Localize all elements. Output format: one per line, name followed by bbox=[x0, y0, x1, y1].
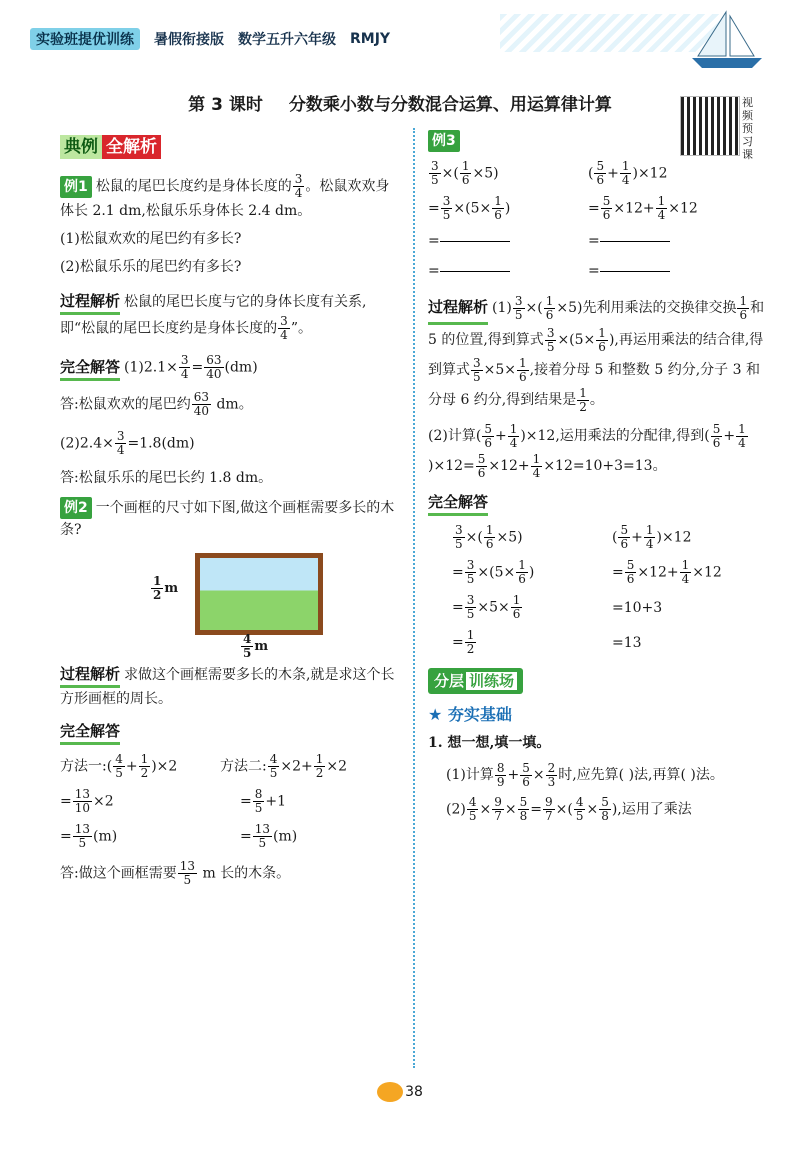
answer-row-4-right: =13 bbox=[612, 634, 642, 651]
analysis-4: (2)计算( $\frac{5}{6}$ + $\frac{1}{4}$ )×12,运用乘法的分配律,得到( $\frac{5}{6}$ + $\frac{1}{4}$ )×12= $\frac{5}{6}$ ×12+ $\frac{1}{4}$ ×12=10+3=13。 bbox=[428, 421, 746, 480]
analysis-1 bbox=[60, 290, 400, 342]
lesson-topic: 分数乘小数与分数混合运算、用运算律计算 bbox=[288, 95, 612, 115]
solution-2-result: =1.8(dm) bbox=[127, 435, 195, 452]
analysis-label: 过程解析 bbox=[428, 292, 488, 325]
analysis-3-c: 和 5 的位置,得到算式 bbox=[428, 300, 765, 348]
practice-banner-b: 训练场 bbox=[466, 672, 517, 690]
section-heading bbox=[60, 136, 161, 158]
analysis-4-c: =10+3=13。 bbox=[572, 458, 667, 474]
ex3-row-1: $\frac{3}{5}$ ×( $\frac{1}{6}$ ×5) ( $\frac{5}{6}$ + $\frac{1}{4}$ )×12 bbox=[431, 159, 668, 187]
fraction: $\frac{3}{4}$ bbox=[280, 314, 288, 342]
analysis-2 bbox=[60, 663, 400, 710]
exercise-1: 1. 想一想,填一填。 bbox=[428, 735, 551, 751]
analysis-3-d: ,再运用乘法的结合律,得到算式 bbox=[428, 332, 764, 378]
question-2: (2)松鼠乐乐的尾巴约有多长? bbox=[60, 259, 242, 275]
analysis-3-a: (1) bbox=[492, 300, 512, 316]
example-1-text-b: 。松鼠欢欢身体长 2.1 dm,松鼠乐乐身体长 2.4 dm。 bbox=[60, 178, 390, 219]
example-1-tag: 例1 bbox=[60, 176, 92, 198]
basic-section-title: 夯实基础 bbox=[447, 705, 512, 724]
question-1: (1)松鼠欢欢的尾巴约有多长? bbox=[60, 231, 242, 247]
lesson-number: 第 3 课时 bbox=[188, 95, 263, 115]
edition: 暑假衔接版 bbox=[154, 32, 224, 48]
ex3-row-4: = = bbox=[428, 260, 770, 282]
example-2 bbox=[60, 497, 400, 541]
method-2-label: 方法二: bbox=[220, 758, 267, 775]
analysis-label: 过程解析 bbox=[60, 663, 120, 688]
answer-label-2-row bbox=[60, 720, 400, 745]
example-1-text-a: 松鼠的尾巴长度约是身体长度的 bbox=[95, 178, 292, 195]
full-answer-block bbox=[428, 524, 770, 656]
solution-1-unit: (dm) bbox=[224, 359, 258, 376]
analysis-label: 过程解析 bbox=[60, 290, 120, 315]
page-number-text: 38 bbox=[405, 1084, 423, 1100]
solution-2 bbox=[60, 430, 400, 457]
fraction: $\frac{63}{40}$ bbox=[193, 390, 209, 418]
solution-1-expr: (1)2.1× bbox=[124, 359, 178, 376]
answer-1 bbox=[60, 391, 400, 418]
ex3-row-2: = $\frac{3}{5}$ ×(5× $\frac{1}{6}$ ) = $\frac{5}{6}$ ×12+ $\frac{1}{4}$ ×12 bbox=[428, 194, 698, 222]
fraction: $\frac{3}{4}$ bbox=[294, 172, 303, 200]
section-heading-b: 全解析 bbox=[102, 135, 161, 159]
page-header bbox=[0, 0, 800, 80]
frame-width-label: $\frac{4}{5}$ m bbox=[243, 632, 269, 660]
left-column bbox=[60, 136, 400, 893]
analysis-3-e: ,接着分母 5 和整数 5 约分,分子 3 和分母 6 约分,得到结果是 bbox=[428, 362, 760, 408]
fraction: $\frac{63}{40}$ bbox=[206, 353, 222, 381]
method-row-2: = $\frac{13}{10}$ ×2 = $\frac{8}{5}$ +1 bbox=[60, 787, 287, 815]
answer-3: 答:做这个画框需要 $\frac{13}{5}$ m 长的木条。 bbox=[60, 859, 291, 887]
analysis-3-b: 先利用乘法的交换律交换 bbox=[582, 300, 737, 316]
answer-2: 答:松鼠乐乐的尾巴长约 1.8 dm。 bbox=[60, 470, 273, 486]
column-divider bbox=[413, 128, 415, 1068]
practice-banner-a: 分层 bbox=[434, 672, 465, 690]
answer-label: 完全解答 bbox=[60, 356, 120, 381]
practice-banner bbox=[428, 668, 770, 694]
page-number bbox=[370, 1082, 430, 1108]
fraction: $\frac{3}{4}$ bbox=[116, 429, 125, 457]
answer-row-3-right: =10+3 bbox=[612, 599, 663, 616]
brand: 实验班提优训练 bbox=[30, 28, 140, 50]
answer-row-1: $\frac{3}{5}$ ×( $\frac{1}{6}$ ×5) ( $\frac{5}{6}$ + $\frac{1}{4}$ )×12 bbox=[455, 523, 692, 551]
picture-frame-image bbox=[195, 553, 323, 635]
solution-2-expr: (2)2.4× bbox=[60, 435, 114, 452]
analysis-4-b: ×12,运用乘法的分配律,得到 bbox=[525, 428, 705, 444]
answer-label-3-row bbox=[428, 491, 770, 516]
method-1-label: 方法一: bbox=[60, 758, 107, 775]
answer-row-2: = $\frac{3}{5}$ ×(5× $\frac{1}{6}$ ) = $\frac{5}{6}$ ×12+ $\frac{1}{4}$ ×12 bbox=[452, 558, 722, 586]
example-2-text: 一个画框的尺寸如下图,做这个画框需要多长的木条? bbox=[60, 500, 395, 538]
submarine-icon bbox=[377, 1082, 403, 1102]
solution-1: 完全解答 (1)2.1× $\frac{3}{4}$ = $\frac{63}{40}$ (dm) bbox=[60, 353, 258, 381]
section-heading-a: 典例 bbox=[60, 135, 102, 159]
answer-3-end: m 长的木条。 bbox=[202, 865, 291, 882]
analysis-1-a: 松鼠的尾巴长度与它的身体长度有关系,即“松鼠的尾巴长度约是身体长度的 bbox=[60, 294, 367, 337]
qr-label: 视频预习课 bbox=[742, 96, 753, 161]
right-column bbox=[428, 130, 770, 829]
exercise-1b-b: ,运用了乘法 bbox=[617, 801, 692, 818]
answer-row-4: = $\frac{1}{2}$ =13 bbox=[452, 629, 770, 656]
answer-label: 完全解答 bbox=[60, 720, 120, 745]
analysis-3: 过程解析 (1) $\frac{3}{5}$ ×( $\frac{1}{6}$ ×5)先利用乘法的交换律交换 $\frac{1}{6}$ 和 5 的位置,得到算式 $\frac{3}{5}$ ×(5× $\frac{1}{6}$ ),再运用乘法的结合律,得到算式 $\frac{3}{5}$ ×5× $\frac{1}{6}$ ,接着分母 5 和整数 5 约分,分子 3 和分母 6 约分,得到结果是 $\frac{1}{2}$ 。 bbox=[428, 293, 765, 414]
ex3-row-3: = = bbox=[428, 230, 770, 252]
header-bar bbox=[30, 28, 390, 50]
subject: 数学五升六年级 bbox=[238, 32, 336, 48]
frame-height-label: $\frac{1}{2}$ m bbox=[153, 574, 179, 602]
picture-frame-figure bbox=[60, 547, 400, 660]
basic-section-heading: ★ 夯实基础 bbox=[428, 705, 512, 724]
fraction: $\frac{3}{4}$ bbox=[180, 353, 189, 381]
answer-row-3: = $\frac{3}{5}$ ×5× $\frac{1}{6}$ =10+3 bbox=[452, 594, 770, 621]
example-3-tag: 例3 bbox=[428, 130, 460, 152]
answer-1-unit: dm。 bbox=[216, 396, 253, 413]
method-row-3: = $\frac{13}{5}$ (m) = $\frac{13}{5}$ (m) bbox=[60, 822, 298, 850]
analysis-2-text: 求做这个画框需要多长的木条,就是求这个长方形画框的周长。 bbox=[60, 667, 395, 707]
example-2-tag: 例2 bbox=[60, 497, 92, 519]
answer-label: 完全解答 bbox=[428, 491, 488, 516]
exercise-1a: (1)计算 $\frac{8}{9}$ + $\frac{5}{6}$ × $\frac{2}{3}$ 时,应先算( )法,再算( )法。 bbox=[446, 760, 724, 789]
answer-3-text: 答:做这个画框需要 bbox=[60, 865, 177, 882]
analysis-3-f: 。 bbox=[589, 392, 604, 408]
exercise-1a-a: (1)计算 bbox=[446, 767, 494, 783]
exercise-1b-a: (2) bbox=[446, 801, 466, 818]
analysis-1-b: ”。 bbox=[290, 320, 312, 337]
practice-banner-label bbox=[428, 668, 523, 694]
analysis-4-a: (2)计算 bbox=[428, 428, 476, 444]
example-1 bbox=[60, 173, 400, 222]
exercise-1b: (2) $\frac{4}{5}$ × $\frac{9}{7}$ × $\frac{5}{8}$ = $\frac{9}{7}$ ×( $\frac{4}{5}$ × $\frac{5}{8}$ ),运用了乘法 bbox=[446, 795, 692, 823]
series-code: RMJY bbox=[350, 31, 391, 47]
answer-1-text: 答:松鼠欢欢的尾巴约 bbox=[60, 396, 191, 413]
sailboat-icon bbox=[684, 8, 770, 78]
exercise-1a-b: 时,应先算( )法,再算( )法。 bbox=[558, 767, 724, 783]
method-row-1: 方法一:( $\frac{4}{5}$ + $\frac{1}{2}$ )×2 方法二: $\frac{4}{5}$ ×2+ $\frac{1}{2}$ ×2 bbox=[60, 752, 348, 780]
